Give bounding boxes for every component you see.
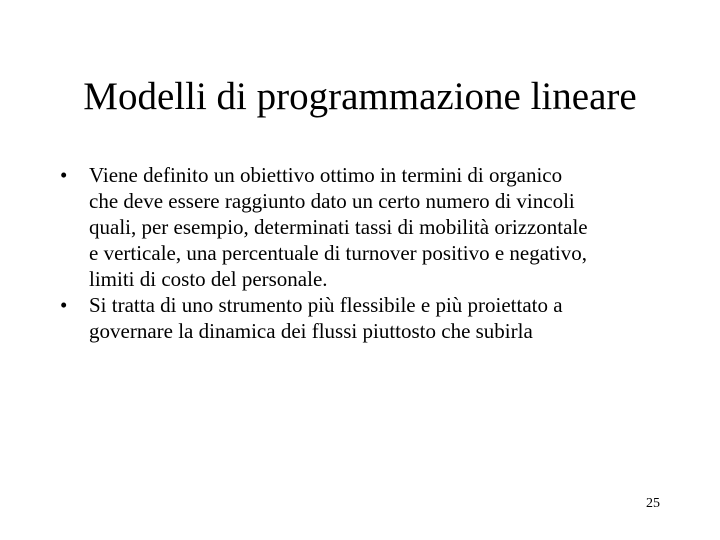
bullet-item-1: [60, 162, 670, 292]
page-number: 25: [646, 496, 660, 511]
bullet-marker: •: [60, 163, 68, 187]
bullet-list: [60, 162, 670, 344]
bullet-item-2: [60, 292, 670, 344]
slide-title: Modelli di programmazione lineare: [83, 75, 637, 118]
bullet-marker: •: [60, 293, 68, 317]
bullet-1-line-5: limiti di costo del personale.: [89, 267, 328, 291]
bullet-1-line-1: Viene definito un obiettivo ottimo in termini di organico: [89, 163, 563, 187]
bullet-1-line-3: quali, per esempio, determinati tassi di mobilità orizzontale: [89, 215, 588, 239]
bullet-2-line-2: governare la dinamica dei flussi piuttosto che subirla: [89, 319, 533, 343]
bullet-2-line-1: Si tratta di uno strumento più flessibile e più proiettato a: [89, 293, 563, 317]
bullet-1-line-2: che deve essere raggiunto dato un certo numero di vincoli: [89, 189, 575, 213]
bullet-1-line-4: e verticale, una percentuale di turnover positivo e negativo,: [89, 241, 587, 265]
